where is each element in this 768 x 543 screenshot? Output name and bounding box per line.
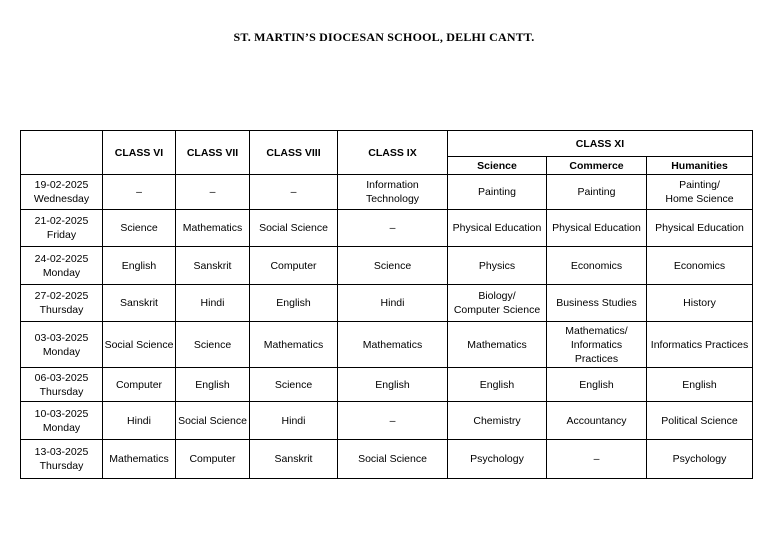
subject-text: Painting [577,186,616,198]
header-humanities: Humanities [647,157,753,175]
subject-text: Social Science [259,222,328,234]
subject-text: English [121,259,157,272]
subject-text: Sanskrit [120,297,158,309]
subject-text: Computer [115,378,163,391]
subject-text: Science [120,222,158,234]
subject-text: Economics [673,259,726,272]
subject-cell-humanities [647,285,753,322]
subject-cell-commerce [547,175,647,210]
exam-day: Monday [42,266,81,279]
subject-text: Mathematics [182,222,243,234]
date-cell [21,247,103,285]
date-cell [21,368,103,402]
subject-cell-class-viii [250,210,338,247]
exam-date: 06-03-2025 [34,371,89,384]
subject-cell-class-viii [250,285,338,322]
exam-day: Thursday [39,385,84,398]
table-row [21,285,753,322]
exam-date: 13-03-2025 [34,446,89,458]
subject-cell-class-viii [250,247,338,285]
subject-cell-class-ix [338,175,448,210]
subject-text: – [389,222,396,234]
subject-cell-class-viii [250,175,338,210]
table-row [21,322,753,368]
table-row [21,175,753,210]
subject-cell-class-ix [338,210,448,247]
subject-cell-commerce [547,440,647,479]
subject-cell-class-vi [103,210,176,247]
subject-text: Mathematics [467,338,527,351]
table-row [21,402,753,440]
subject-cell-class-ix [338,368,448,402]
subject-text: Computer [189,453,236,465]
subject-cell-humanities [647,247,753,285]
subject-text: Hindi [127,414,151,427]
subject-cell-class-vii [176,175,250,210]
subject-text: Accountancy [566,414,627,427]
subject-text: Home Science [665,193,734,205]
subject-text: Hindi [281,414,306,427]
subject-text: Physical Education [452,222,542,234]
header-science: Science [448,157,547,175]
subject-text: Painting [478,186,516,198]
subject-text: Hindi [200,297,225,309]
subject-text: Social Science [104,338,174,351]
header-class-vi: CLASS VI [103,131,176,175]
header-class-vii: CLASS VII [176,131,250,175]
subject-text: English [579,378,614,391]
subject-cell-class-viii [250,440,338,479]
subject-text: – [209,186,216,198]
subject-text: Mathematics/ [565,324,628,337]
subject-cell-class-viii [250,368,338,402]
subject-cell-class-vi [103,368,176,402]
exam-date: 21-02-2025 [34,215,89,227]
subject-cell-commerce [547,402,647,440]
subject-cell-class-ix [338,322,448,368]
subject-cell-class-viii [250,322,338,368]
subject-text: English [479,378,515,391]
subject-cell-class-vii [176,285,250,322]
subject-text: Political Science [661,414,738,427]
subject-cell-commerce [547,210,647,247]
table-row [21,247,753,285]
subject-cell-science [448,175,547,210]
subject-text: Physical Education [552,222,641,234]
subject-cell-science [448,368,547,402]
subject-cell-class-vi [103,285,176,322]
subject-text: English [375,378,410,391]
subject-cell-class-vii [176,440,250,479]
subject-text: Science [193,338,232,351]
exam-day: Thursday [39,460,84,472]
subject-text: Science [274,378,313,391]
date-cell [21,402,103,440]
subject-cell-class-vi [103,322,176,368]
subject-text: Psychology [672,453,727,465]
subject-text: Social Science [358,453,427,465]
date-cell [21,440,103,479]
subject-cell-humanities [647,402,753,440]
header-commerce: Commerce [547,157,647,175]
subject-text: Psychology [470,453,524,465]
exam-day: Monday [42,345,81,358]
table-row [21,368,753,402]
date-cell [21,210,103,247]
subject-cell-science [448,247,547,285]
date-cell [21,175,103,210]
exam-date: 27-02-2025 [34,290,89,302]
subject-cell-humanities [647,368,753,402]
subject-text: Technology [365,193,420,205]
subject-text: Informatics [570,338,623,351]
exam-date: 19-02-2025 [34,179,89,191]
subject-text: Hindi [380,297,405,309]
subject-cell-class-vii [176,247,250,285]
header-corner [21,131,103,175]
header-class-xi: CLASS XI [448,131,753,157]
subject-text: Painting/ [679,179,720,191]
subject-cell-class-ix [338,247,448,285]
subject-cell-commerce [547,322,647,368]
subject-cell-commerce [547,368,647,402]
subject-cell-class-vi [103,175,176,210]
subject-text: Sanskrit [193,259,232,272]
subject-text: English [195,378,230,391]
exam-day: Wednesday [33,193,90,205]
subject-cell-humanities [647,440,753,479]
subject-text: Mathematics [109,453,169,465]
subject-cell-science [448,285,547,322]
exam-date: 03-03-2025 [34,331,89,344]
subject-cell-humanities [647,175,753,210]
subject-cell-class-vi [103,440,176,479]
exam-day: Friday [46,229,77,241]
subject-text: – [290,186,297,198]
subject-cell-class-vii [176,210,250,247]
date-cell [21,285,103,322]
subject-text: – [593,453,600,465]
subject-text: Mathematics [362,338,423,351]
subject-text: Business Studies [556,297,637,309]
subject-text: – [389,414,396,427]
subject-text: Information [366,179,419,191]
subject-text: Computer Science [453,304,541,316]
subject-text: History [683,297,716,309]
subject-cell-class-ix [338,440,448,479]
subject-text: Mathematics [263,338,324,351]
subject-cell-humanities [647,210,753,247]
subject-cell-class-ix [338,402,448,440]
exam-day: Thursday [39,304,84,316]
table-row [21,210,753,247]
subject-text: Informatics Practices [650,338,749,351]
subject-cell-class-viii [250,402,338,440]
subject-text: Physics [478,259,516,272]
schedule-body [21,175,753,479]
subject-text: English [682,378,717,391]
subject-text: Physical Education [655,222,744,234]
subject-cell-science [448,402,547,440]
subject-cell-class-vii [176,322,250,368]
subject-cell-science [448,322,547,368]
subject-cell-science [448,210,547,247]
subject-cell-humanities [647,322,753,368]
subject-cell-class-vii [176,402,250,440]
subject-text: English [276,297,311,309]
exam-date: 24-02-2025 [34,252,89,265]
subject-cell-class-vii [176,368,250,402]
subject-cell-science [448,440,547,479]
header-class-ix: CLASS IX [338,131,448,175]
date-cell [21,322,103,368]
subject-cell-class-vi [103,402,176,440]
subject-text: Social Science [178,414,247,427]
subject-cell-commerce [547,285,647,322]
page-title: ST. MARTIN’S DIOCESAN SCHOOL, DELHI CANTT. [233,30,535,44]
subject-text: Biology/ [478,290,516,302]
subject-text: Economics [570,259,623,272]
table-row [21,440,753,479]
exam-day: Monday [42,421,81,434]
subject-cell-class-ix [338,285,448,322]
subject-text: Practices [574,352,619,365]
subject-cell-class-vi [103,247,176,285]
exam-schedule-table [20,130,753,479]
subject-text: Science [373,259,412,272]
subject-text: – [136,186,142,198]
header-class-viii: CLASS VIII [250,131,338,175]
subject-text: Sanskrit [274,453,313,465]
subject-text: Computer [270,259,317,272]
subject-cell-commerce [547,247,647,285]
subject-text: Chemistry [473,414,521,427]
exam-date: 10-03-2025 [34,407,89,420]
